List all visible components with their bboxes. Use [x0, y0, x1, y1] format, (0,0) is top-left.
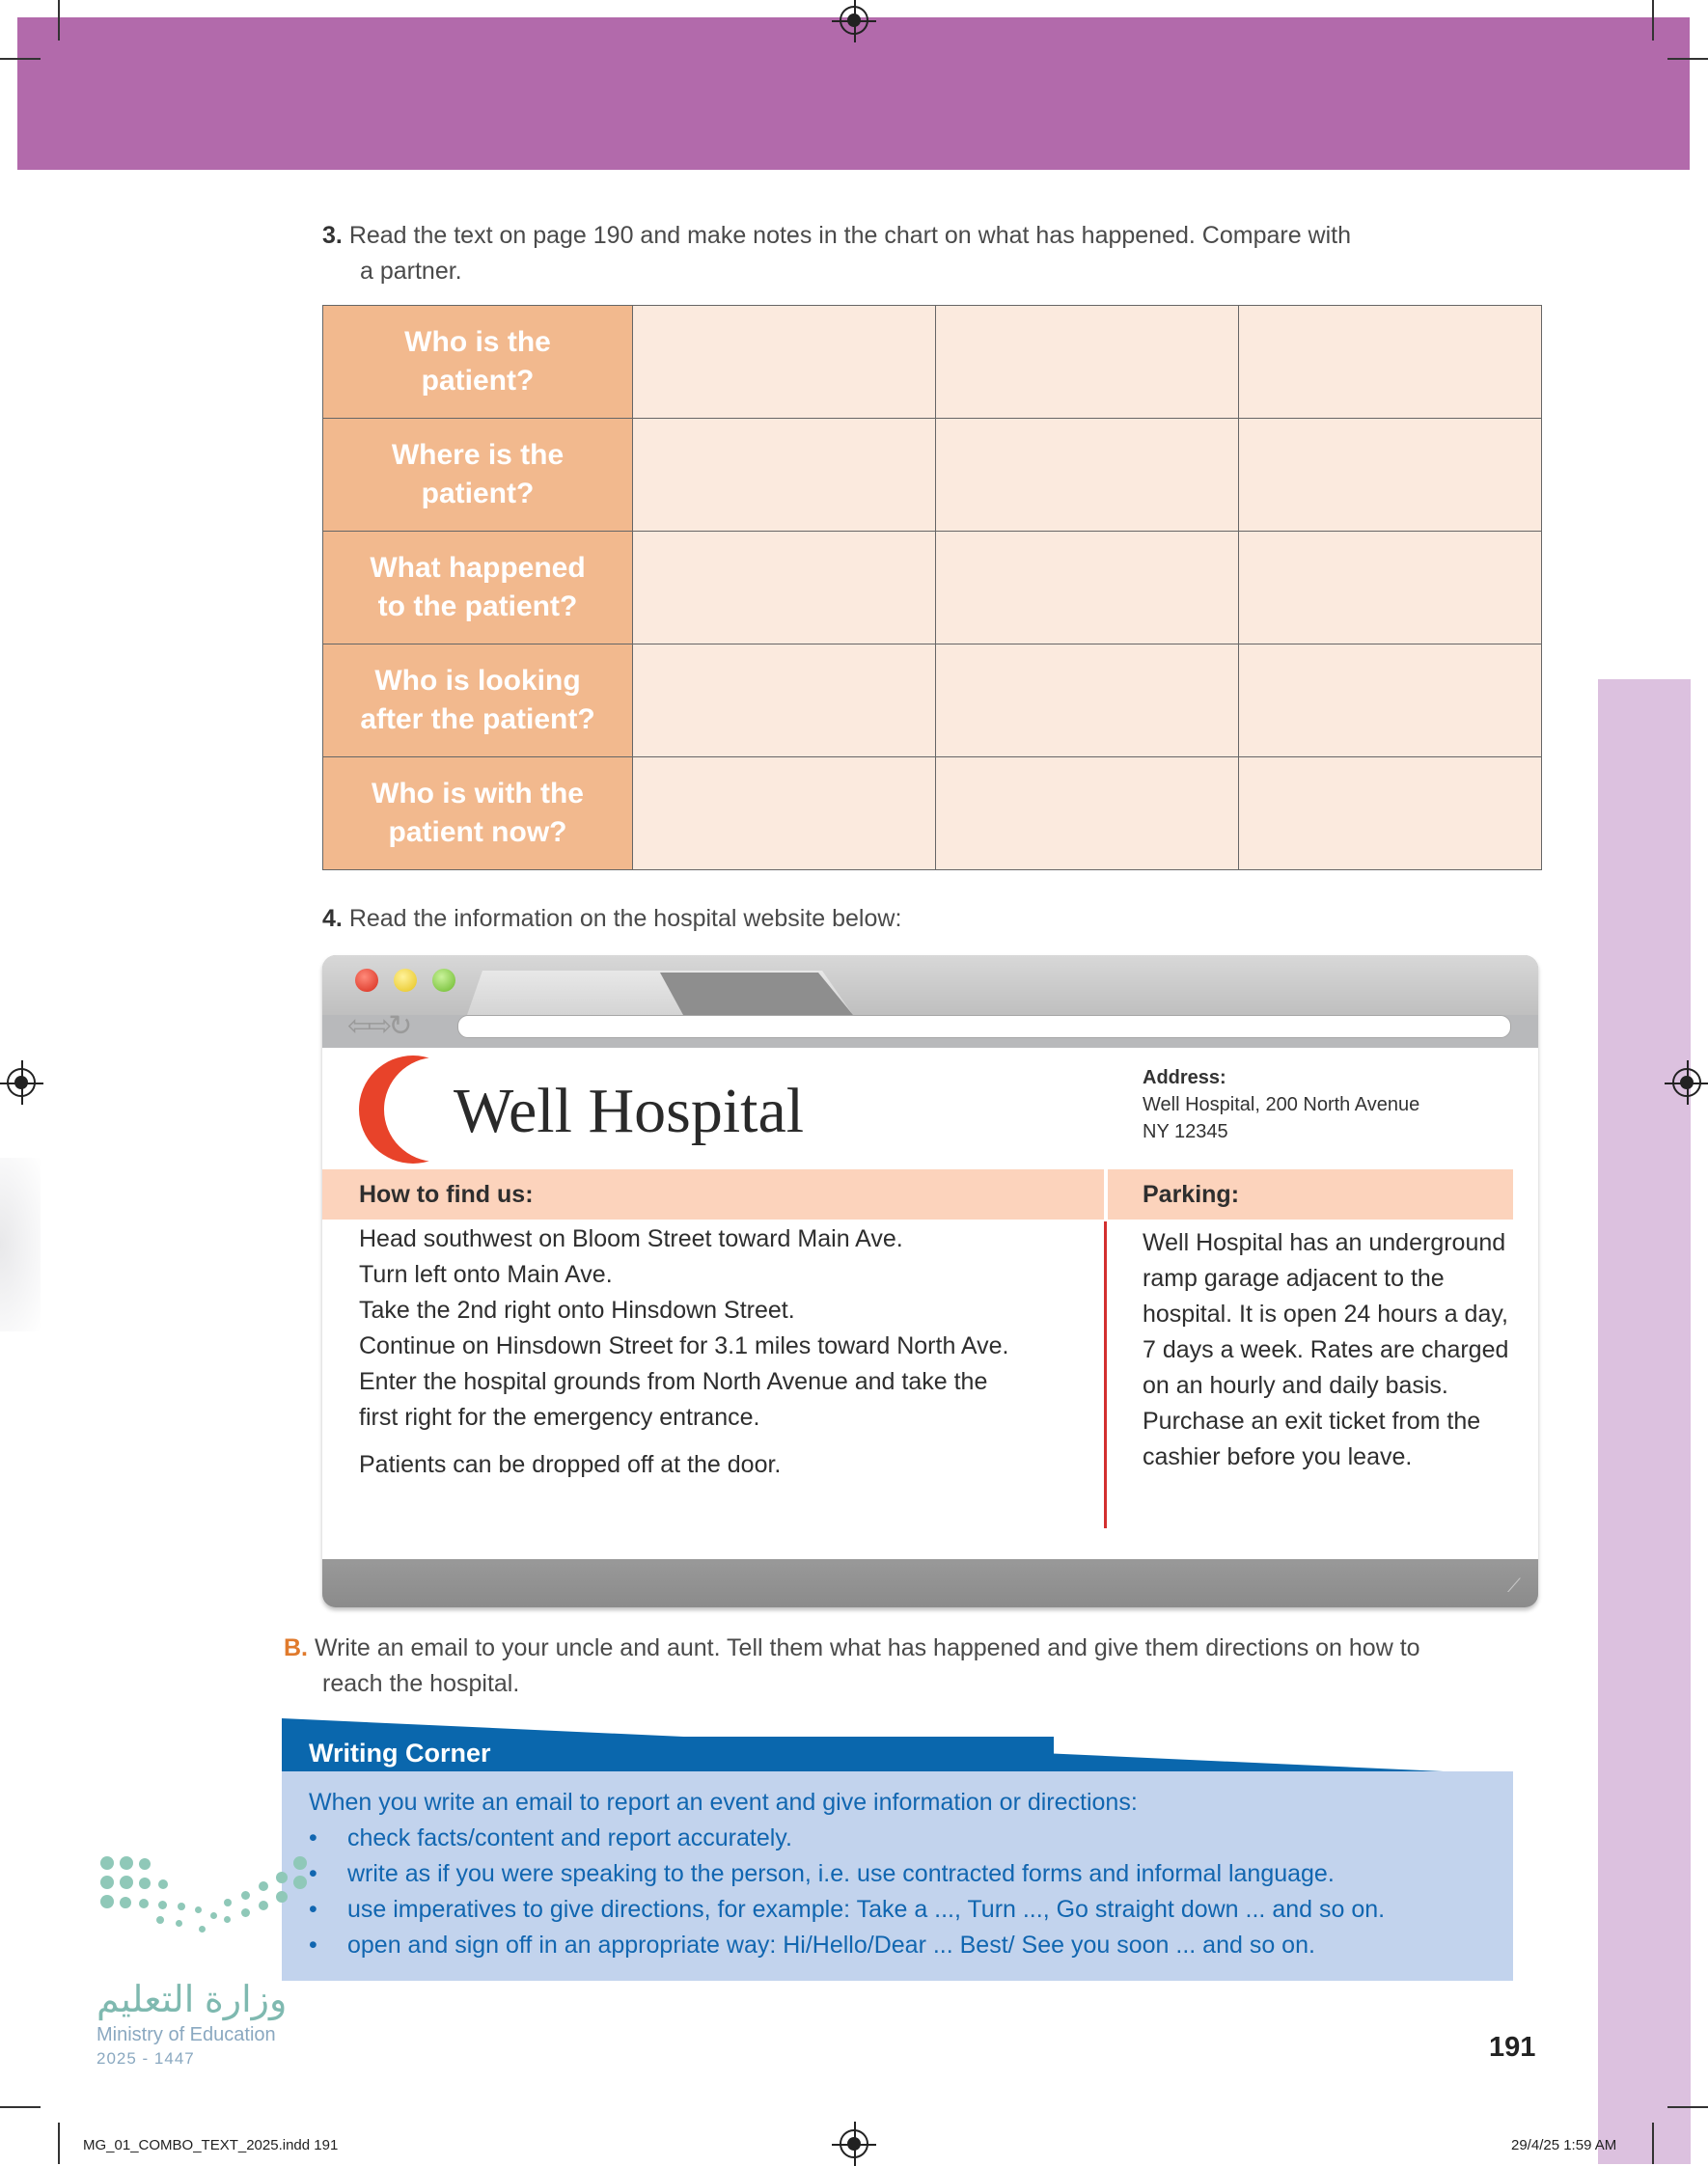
writing-corner-box	[282, 1771, 1513, 1981]
registration-mark-icon	[7, 1068, 36, 1097]
question-number: 4.	[322, 905, 343, 932]
chart-cell[interactable]	[633, 644, 936, 757]
writing-tip: • open and sign off in an appropriate way: Hi/Hello/Dear ... Best/ See you soon ... and so on.	[309, 1932, 1315, 1959]
writing-corner-title: Writing Corner	[309, 1739, 491, 1768]
photo-edge	[0, 1158, 41, 1331]
chart-row	[323, 306, 1542, 419]
chart-row	[323, 644, 1542, 757]
writing-tip: • write as if you were speaking to the person, i.e. use contracted forms and informal language.	[309, 1860, 1335, 1887]
chart-row	[323, 419, 1542, 532]
direction-line: Turn left onto Main Ave.	[359, 1261, 613, 1288]
crop-mark	[1667, 58, 1708, 60]
chart-cell[interactable]	[1239, 757, 1542, 870]
task-text: Write an email to your uncle and aunt. Tell them what has happened and give them directions on how to	[314, 1634, 1420, 1661]
crop-mark	[1667, 2106, 1708, 2108]
red-crescent-logo-icon	[359, 1056, 467, 1164]
close-window-icon[interactable]	[355, 969, 378, 992]
chart-row-header: Where is the patient?	[323, 419, 633, 532]
direction-line: first right for the emergency entrance.	[359, 1404, 760, 1431]
find-us-heading: How to find us:	[322, 1169, 1104, 1220]
slug-date: 29/4/25 1:59 AM	[1511, 2137, 1617, 2153]
address-line: Well Hospital, 200 North Avenue	[1143, 1094, 1420, 1115]
task-b-continued: reach the hospital.	[322, 1670, 520, 1697]
slug-file: MG_01_COMBO_TEXT_2025.indd 191	[83, 2137, 339, 2153]
crop-mark	[58, 2123, 60, 2164]
chart-cell[interactable]	[633, 306, 936, 419]
chart-row-header: Who is looking after the patient?	[323, 644, 633, 757]
crop-mark	[0, 2106, 41, 2108]
chart-row	[323, 757, 1542, 870]
address-label: Address:	[1143, 1067, 1226, 1088]
chart-row-header: Who is with the patient now?	[323, 757, 633, 870]
address-line: NY 12345	[1143, 1121, 1228, 1142]
chart-cell[interactable]	[1239, 306, 1542, 419]
question-number: 3.	[322, 222, 343, 249]
address-bar[interactable]	[457, 1015, 1511, 1038]
maximize-window-icon[interactable]	[432, 969, 455, 992]
question-3	[322, 218, 1351, 254]
chart-cell[interactable]	[633, 532, 936, 644]
chart-cell[interactable]	[936, 532, 1239, 644]
chart-cell[interactable]	[936, 644, 1239, 757]
chart-row	[323, 532, 1542, 644]
question-4	[322, 901, 901, 937]
question-text: Read the text on page 190 and make notes in the chart on what has happened. Compare with	[348, 222, 1352, 249]
drop-off-note: Patients can be dropped off at the door.	[359, 1451, 782, 1478]
navigation-arrows-icon[interactable]: ⇦⇨↻	[347, 1010, 409, 1042]
resize-grip-icon[interactable]: ⟋	[1507, 1576, 1521, 1597]
chart-cell[interactable]	[936, 419, 1239, 532]
chart-cell[interactable]	[633, 757, 936, 870]
direction-line: Enter the hospital grounds from North Avenue and take the	[359, 1368, 988, 1395]
writing-tip: • check facts/content and report accurately.	[309, 1824, 792, 1851]
hospital-name: Well Hospital	[454, 1076, 805, 1146]
browser-content	[322, 1048, 1538, 1559]
chart-cell[interactable]	[1239, 532, 1542, 644]
registration-mark-icon	[840, 2129, 868, 2158]
ministry-name-arabic: وزارة التعليم	[96, 1980, 288, 2020]
notes-chart	[322, 305, 1542, 870]
task-b	[284, 1631, 1420, 1666]
parking-text: Well Hospital has an underground ramp garage adjacent to the hospital. It is open 24 hours a day, 7 days a week. Rates are charged on an hourly and daily basis. Purchase an exit ticket from the cashier before you leave.	[1143, 1229, 1509, 1470]
ministry-name-english: Ministry of Education	[96, 2024, 276, 2045]
writing-corner-intro: When you write an email to report an event and give information or directions:	[309, 1789, 1138, 1816]
ministry-year: 2025 - 1447	[96, 2049, 195, 2068]
chart-cell[interactable]	[1239, 419, 1542, 532]
parking-heading: Parking:	[1108, 1169, 1513, 1220]
page-number: 191	[1489, 2032, 1536, 2063]
chart-row-header: Who is the patient?	[323, 306, 633, 419]
task-letter: B.	[284, 1634, 308, 1661]
chart-cell[interactable]	[633, 419, 936, 532]
direction-line: Take the 2nd right onto Hinsdown Street.	[359, 1297, 795, 1324]
chart-cell[interactable]	[936, 757, 1239, 870]
side-tab	[1598, 679, 1691, 2164]
chart-cell[interactable]	[936, 306, 1239, 419]
browser-window	[322, 955, 1538, 1607]
crop-mark	[0, 58, 41, 60]
ministry-dots-logo-icon	[98, 1852, 311, 1959]
registration-mark-icon	[840, 6, 868, 35]
crop-mark	[1652, 0, 1654, 41]
direction-line: Head southwest on Bloom Street toward Main Ave.	[359, 1225, 903, 1252]
chart-row-header: What happened to the patient?	[323, 532, 633, 644]
chart-cell[interactable]	[1239, 644, 1542, 757]
direction-line: Continue on Hinsdown Street for 3.1 miles toward North Ave.	[359, 1332, 1009, 1359]
crop-mark	[58, 0, 60, 41]
registration-mark-icon	[1672, 1068, 1701, 1097]
browser-status-bar	[322, 1559, 1538, 1607]
question-text: Read the information on the hospital website below:	[348, 905, 902, 932]
writing-tip: • use imperatives to give directions, for example: Take a ..., Turn ..., Go straight down ... and so on.	[309, 1896, 1386, 1923]
minimize-window-icon[interactable]	[394, 969, 417, 992]
column-divider	[1104, 1221, 1107, 1528]
question-3-continued: a partner.	[360, 258, 462, 285]
crop-mark	[1652, 2123, 1654, 2164]
